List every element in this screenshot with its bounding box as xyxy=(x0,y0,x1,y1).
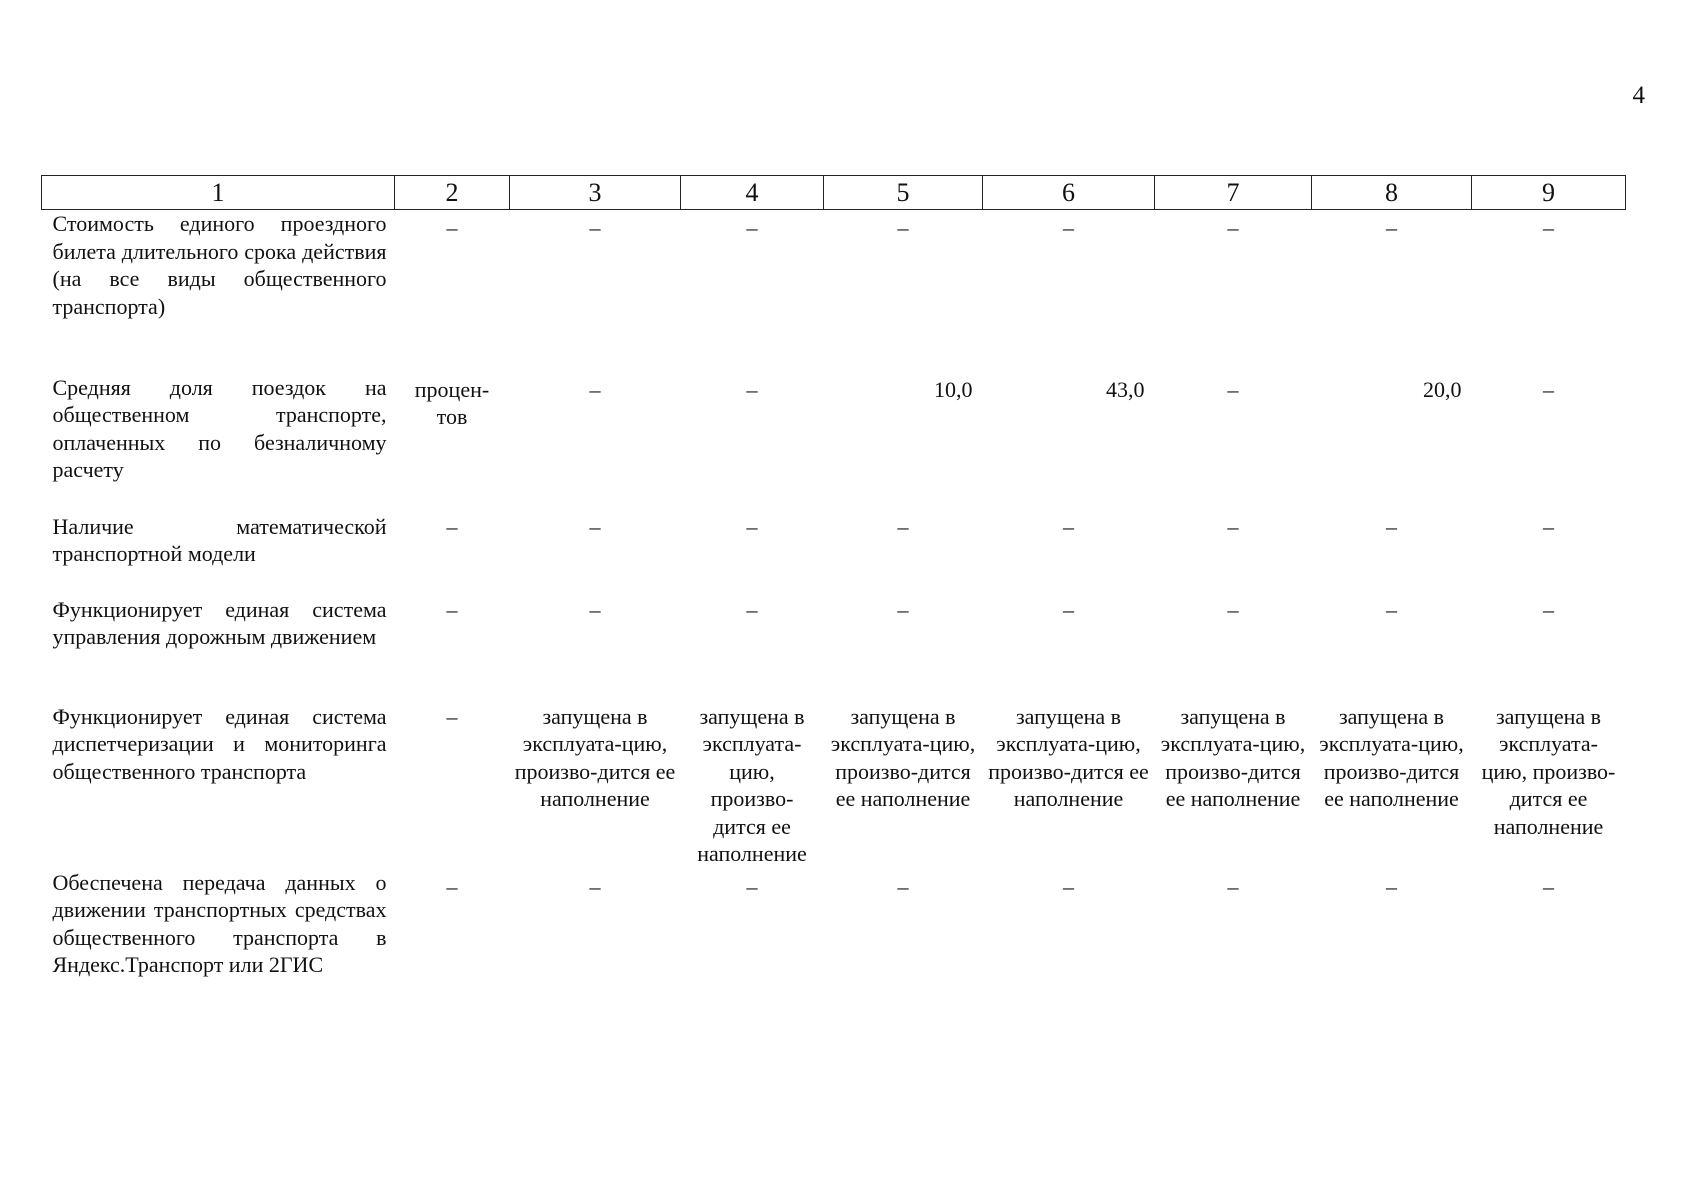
status-cell: запущена в эксплуата-цию, произво-дится ее наполнение xyxy=(1481,703,1616,839)
table-row-cashless-share xyxy=(42,374,1626,513)
column-number-2: 2 xyxy=(395,176,510,210)
column-number-9: 9 xyxy=(1472,176,1626,210)
indicator-name: Функционирует единая система диспетчеризации и мониторинга общественного транспорта xyxy=(52,703,387,784)
value-cell: – xyxy=(1543,513,1554,539)
table-row-ticket-cost xyxy=(42,210,1626,374)
value-cell: – xyxy=(589,215,601,240)
value-cell: – xyxy=(1386,873,1397,899)
value-cell: – xyxy=(1227,596,1239,622)
value-cell: – xyxy=(746,873,758,899)
unit-cell: – xyxy=(446,596,458,622)
table-row-traffic-control xyxy=(42,596,1626,703)
status-cell: запущена в эксплуата-цию, произво-дится ее наполнение xyxy=(988,703,1149,811)
value-cell: – xyxy=(1386,215,1397,240)
value-cell: – xyxy=(1227,513,1239,539)
value-cell: – xyxy=(1227,376,1239,402)
value-cell: – xyxy=(1543,596,1554,622)
value-cell: – xyxy=(897,596,909,622)
value-cell: – xyxy=(1063,513,1074,539)
value-cell: – xyxy=(897,873,909,899)
table-row-transport-model xyxy=(42,513,1626,596)
page-number: 4 xyxy=(1632,82,1645,109)
status-cell: запущена в эксплуата-цию, произво-дится ее наполнение xyxy=(697,703,807,866)
value-cell: – xyxy=(589,596,601,622)
status-cell: запущена в эксплуата-цию, произво-дится ее наполнение xyxy=(1160,703,1306,811)
table-row-dispatch-monitoring xyxy=(42,703,1626,869)
status-cell: запущена в эксплуата-цию, произво-дится ее наполнение xyxy=(1319,703,1464,811)
column-number-6: 6 xyxy=(983,176,1155,210)
column-number-5: 5 xyxy=(824,176,983,210)
unit-cell: – xyxy=(446,215,458,240)
indicator-name: Стоимость единого проездного билета длительного срока действия (на все виды общественного транспорта) xyxy=(52,211,387,319)
value-cell: – xyxy=(1543,215,1554,240)
table-row-data-transfer xyxy=(42,869,1626,1019)
value-cell: – xyxy=(1063,873,1074,899)
status-cell: запущена в эксплуата-цию, произво-дится ее наполнение xyxy=(830,703,976,811)
value-cell: – xyxy=(1543,873,1554,899)
value-cell: – xyxy=(1063,215,1074,240)
column-number-4: 4 xyxy=(681,176,824,210)
value-cell: – xyxy=(589,873,601,899)
unit-cell: – xyxy=(446,703,458,729)
value-cell: – xyxy=(746,215,758,240)
value-cell: – xyxy=(1063,596,1074,622)
value-cell: – xyxy=(897,215,909,240)
unit-cell: – xyxy=(446,873,458,899)
value-cell: 20,0 xyxy=(1423,376,1462,402)
unit-cell: – xyxy=(446,513,458,539)
status-cell: запущена в эксплуата-цию, произво-дится ее наполнение xyxy=(514,703,676,811)
indicator-name: Средняя доля поездок на общественном транспорте, оплаченных по безналичному расчету xyxy=(52,374,387,482)
indicator-name: Наличие математической транспортной модели xyxy=(52,513,387,566)
value-cell: – xyxy=(746,596,758,622)
column-number-8: 8 xyxy=(1312,176,1472,210)
value-cell: – xyxy=(1227,873,1239,899)
indicator-name: Обеспечена передача данных о движении транспортных средствах общественного транспорта в Яндекс.Транспорт или 2ГИС xyxy=(52,869,387,977)
column-number-3: 3 xyxy=(510,176,681,210)
value-cell: – xyxy=(1227,215,1239,240)
value-cell: – xyxy=(1543,376,1554,402)
value-cell: – xyxy=(1386,596,1397,622)
column-number-row xyxy=(42,176,1626,210)
value-cell: 10,0 xyxy=(934,376,973,402)
value-cell: – xyxy=(746,513,758,539)
indicators-table xyxy=(41,175,1626,1019)
column-number-7: 7 xyxy=(1155,176,1312,210)
value-cell: – xyxy=(589,376,601,402)
value-cell: – xyxy=(746,376,758,402)
value-cell: – xyxy=(897,513,909,539)
value-cell: – xyxy=(589,513,601,539)
unit-cell: процен-тов xyxy=(414,376,490,429)
column-number-1: 1 xyxy=(42,176,395,210)
value-cell: 43,0 xyxy=(1106,376,1145,402)
value-cell: – xyxy=(1386,513,1397,539)
indicator-name: Функционирует единая система управления дорожным движением xyxy=(52,596,387,649)
